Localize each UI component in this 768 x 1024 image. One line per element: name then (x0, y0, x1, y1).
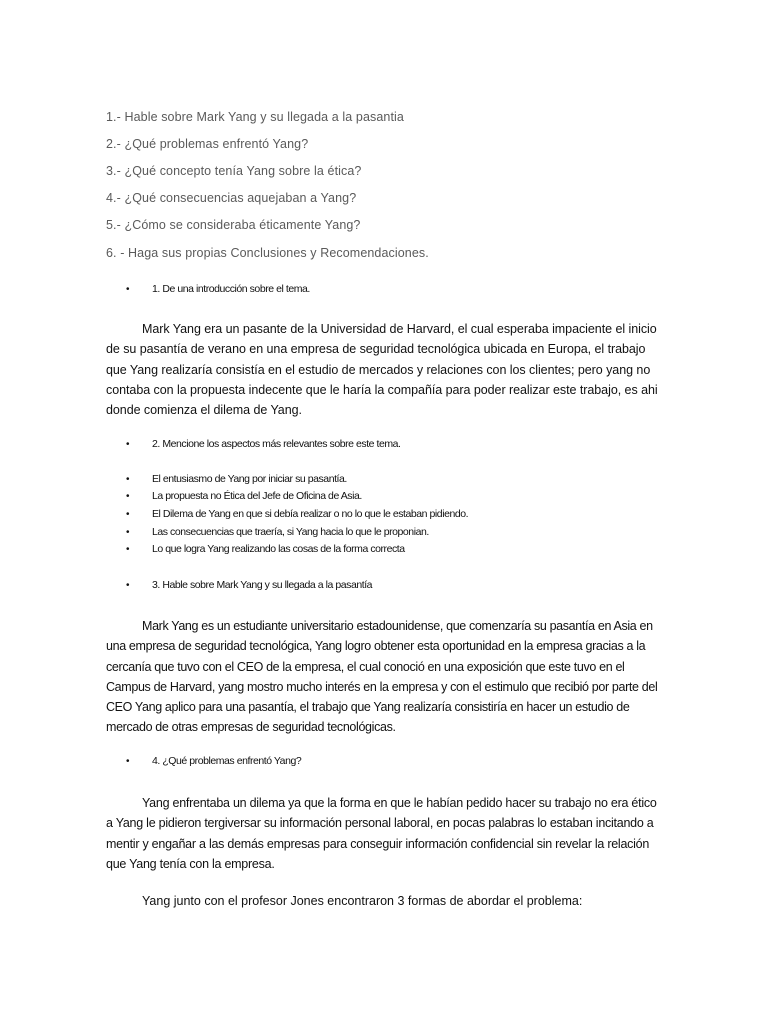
aspect-item (126, 473, 347, 485)
bullet-icon: • (126, 509, 130, 520)
section-4-heading-text: 4. ¿Qué problemas enfrentó Yang? (152, 755, 302, 767)
bullet-icon: • (126, 284, 130, 295)
aspect-item (126, 490, 362, 502)
question-1: 1.- Hable sobre Mark Yang y su llegada a la pasantia (106, 110, 404, 124)
section-1-heading (126, 283, 310, 295)
bullet-icon: • (126, 491, 130, 502)
question-3: 3.- ¿Qué concepto tenía Yang sobre la ética? (106, 164, 362, 178)
section-3-heading-text: 3. Hable sobre Mark Yang y su llegada a la pasantía (152, 579, 373, 591)
bullet-icon: • (126, 580, 130, 591)
section-4-heading (126, 755, 301, 767)
section-2-heading (126, 438, 401, 450)
question-2: 2.- ¿Qué problemas enfrentó Yang? (106, 137, 309, 151)
aspect-item-text: Lo que logra Yang realizando las cosas de la forma correcta (152, 543, 405, 555)
section-3-heading (126, 579, 372, 591)
aspect-item-text: Las consecuencias que traería, si Yang hacia lo que le proponian. (152, 526, 429, 538)
aspect-item (126, 508, 468, 520)
section-1-heading-text: 1. De una introducción sobre el tema. (152, 283, 310, 295)
section-4-closing: Yang junto con el profesor Jones encontraron 3 formas de abordar el problema: (142, 894, 583, 908)
aspect-item-text: El entusiasmo de Yang por iniciar su pasantía. (152, 473, 347, 485)
bullet-icon: • (126, 474, 130, 485)
question-6: 6. - Haga sus propias Conclusiones y Recomendaciones. (106, 246, 429, 260)
section-3-paragraph: Mark Yang es un estudiante universitario estadounidense, que comenzaría su pasantía en Asia en una empresa de seguridad tecnológica, Yang logro obtener esta oportunidad en la empresa gracias a la cercanía que tuvo con el CEO de la empresa, el cual conoció en una exposición que este tuvo en el Campus de Harvard, yang mostro mucho interés en la empresa y con el estimulo que recibió por parte del CEO Yang aplico para una pasantía, el trabajo que Yang realizaría consistiría en hacer un estudio de mercado de otras empresas de seguridad tecnológicas. (106, 619, 658, 735)
question-4: 4.- ¿Qué consecuencias aquejaban a Yang? (106, 191, 357, 205)
aspect-item-text: La propuesta no Ética del Jefe de Oficina de Asia. (152, 490, 362, 502)
question-5: 5.- ¿Cómo se consideraba éticamente Yang? (106, 218, 361, 232)
bullet-icon: • (126, 756, 130, 767)
section-2-heading-text: 2. Mencione los aspectos más relevantes sobre este tema. (152, 438, 401, 450)
aspect-item-text: El Dilema de Yang en que si debía realizar o no lo que le estaban pidiendo. (152, 508, 469, 520)
bullet-icon: • (126, 527, 130, 538)
bullet-icon: • (126, 544, 130, 555)
aspect-item (126, 526, 429, 538)
section-1-paragraph: Mark Yang era un pasante de la Universidad de Harvard, el cual esperaba impaciente el inicio de su pasantía de verano en una empresa de seguridad tecnológica ubicada en Europa, el trabajo que Yang realizaría consistía en el estudio de mercados y relaciones con los clientes; pero yang no contaba con la propuesta indecente que le haría la compañía para poder realizar este trabajo, es ahi donde comienza el dilema de Yang. (106, 322, 658, 418)
aspect-item (126, 543, 405, 555)
bullet-icon: • (126, 439, 130, 450)
section-4-paragraph: Yang enfrentaba un dilema ya que la forma en que le habían pedido hacer su trabajo no era ético a Yang le pidieron tergiversar su información personal laboral, en pocas palabras lo estaban incitando a mentir y engañar a las demás empresas para conseguir información confidencial sin revelar la relación que Yang tenía con la empresa. (106, 796, 657, 871)
